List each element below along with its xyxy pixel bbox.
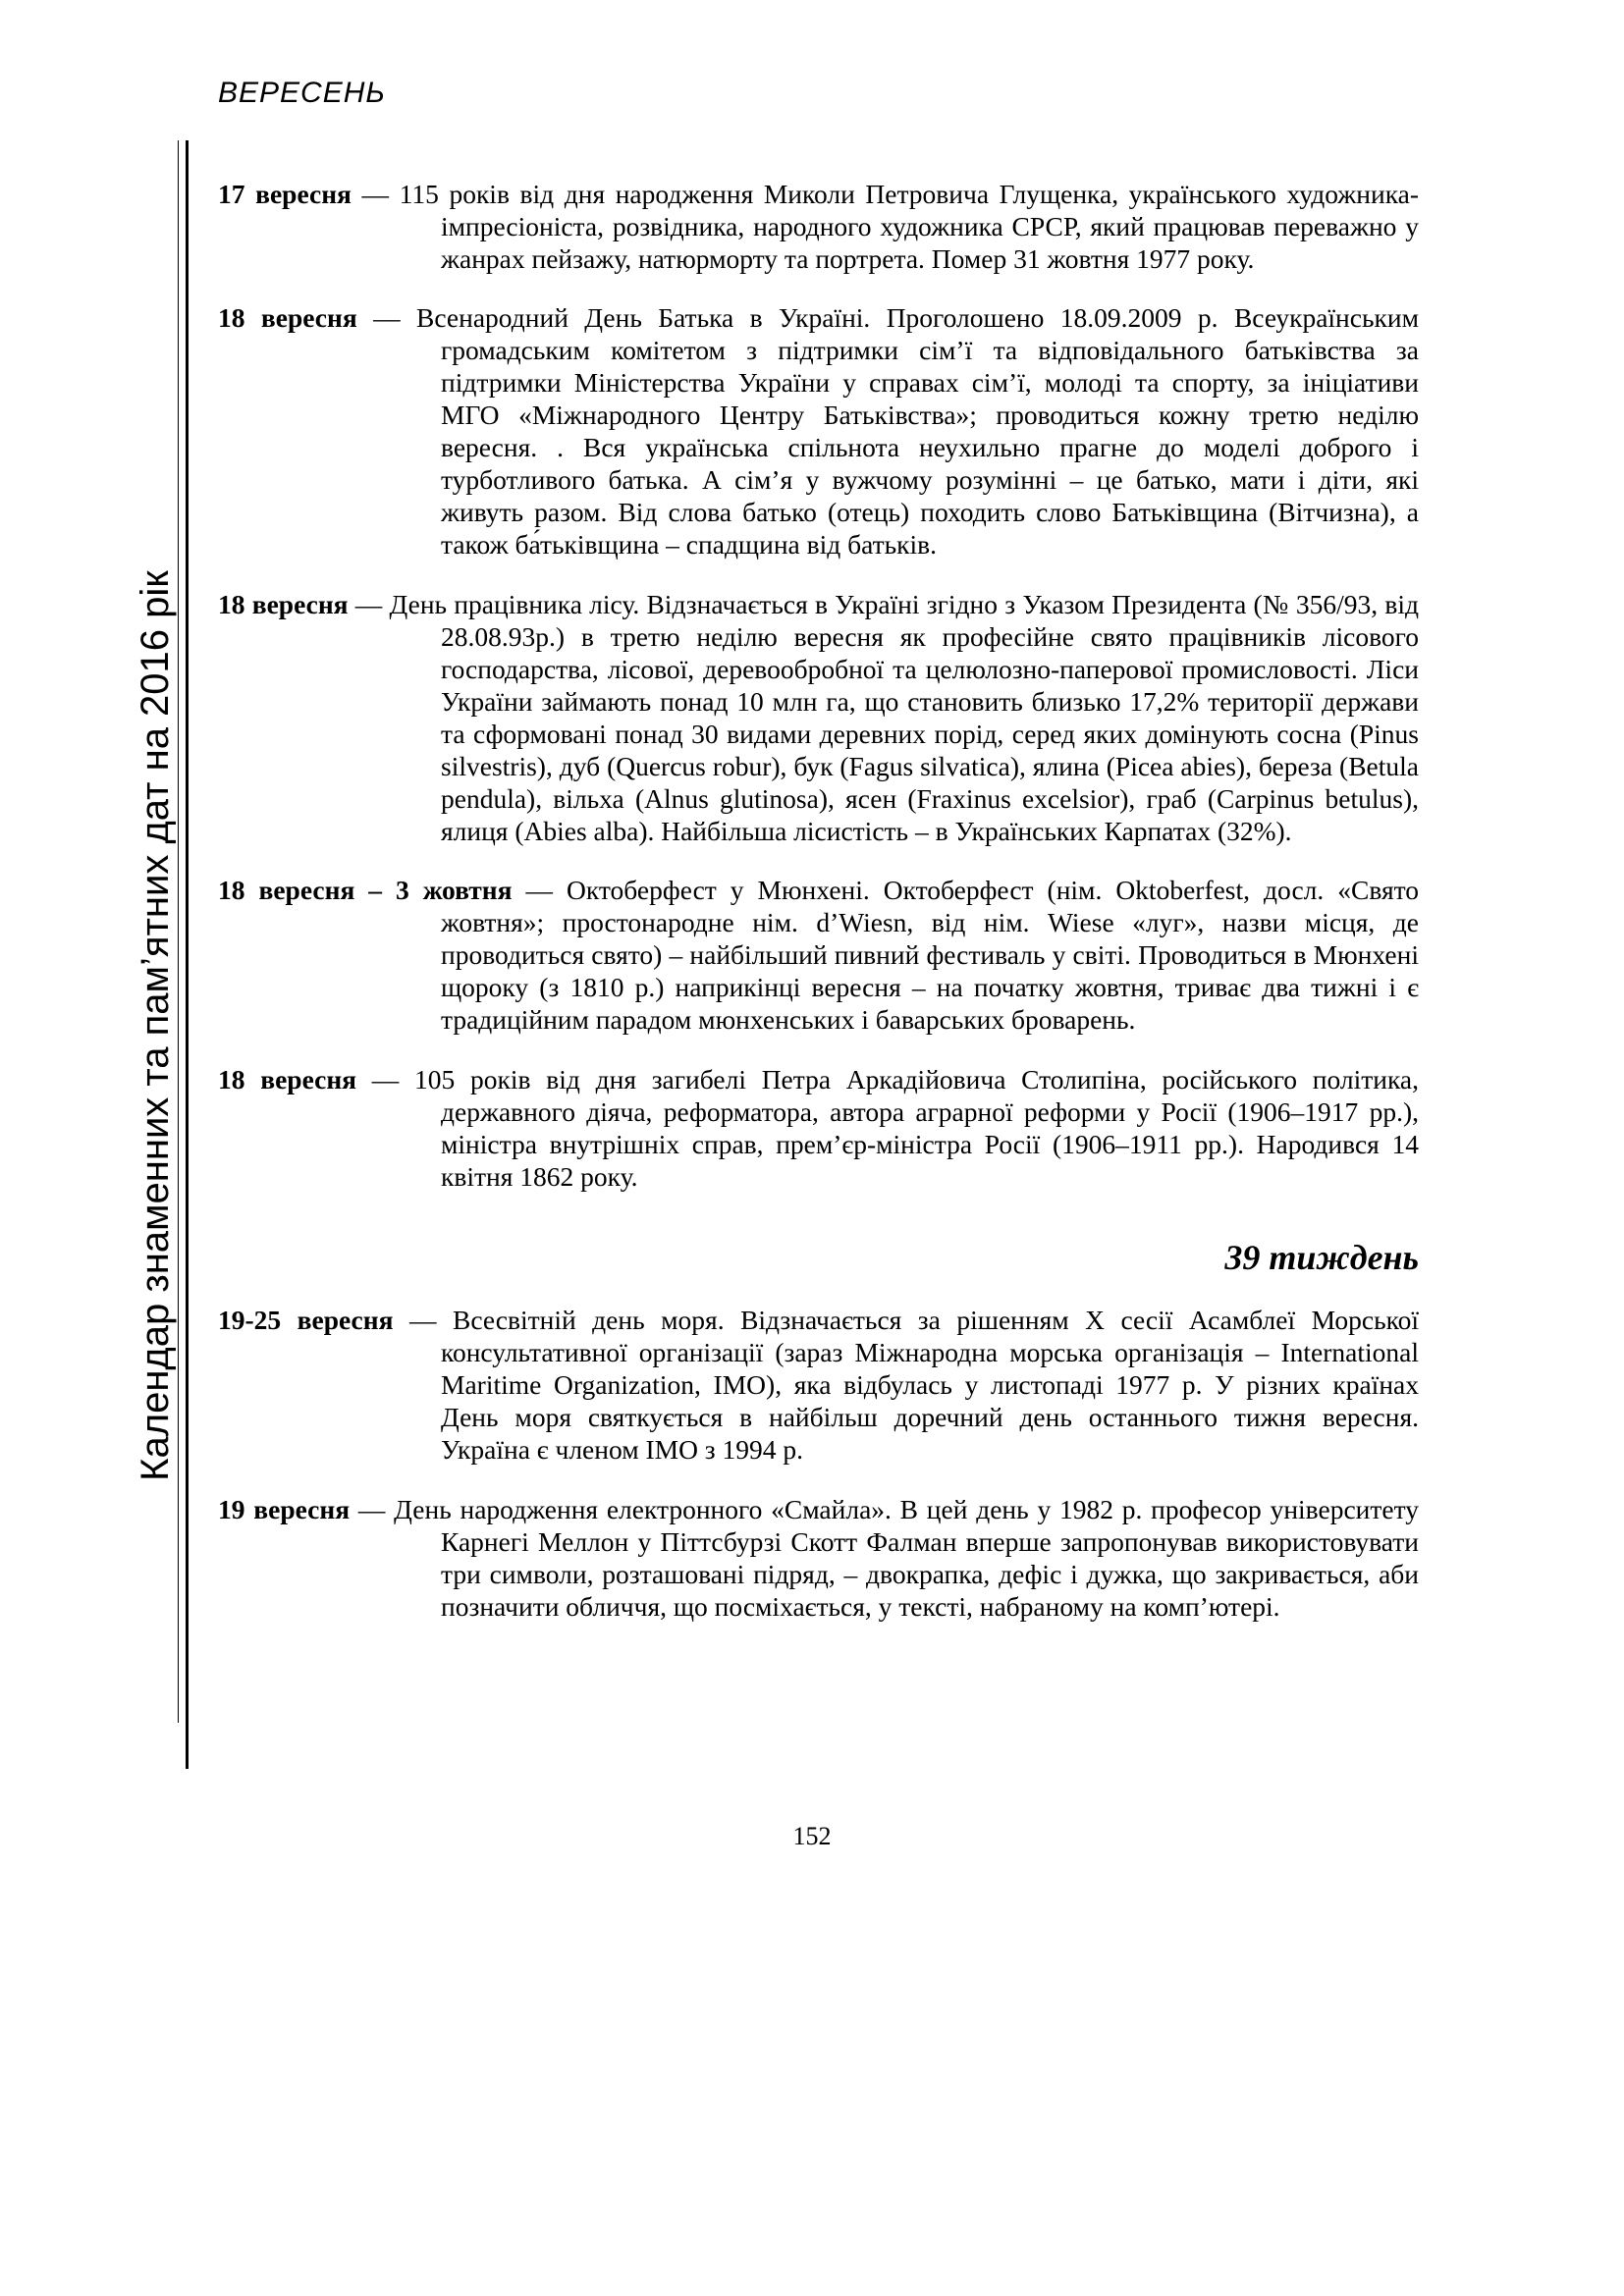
entry-text: 105 років від дня загибелі Петра Аркадійовича Столипіна, російського політика, державного діяча, реформатора, автора аграрної реформи у Росії (1906–1917 рр.), міністра внутрішніх справ, прем’єр-міністра Росії (1906–1911 рр.). Народився 14 квітня 1862 року. xyxy=(414,1063,1420,1192)
page-number: 152 xyxy=(792,1822,832,1850)
entry-text: Октоберфест у Мюнхені. Октоберфест (нім. Oktoberfest, досл. «Свято жовтня»; простонародне нім. d’Wiesn, від нім. Wiese «луг», назви місця, де проводиться свято) – найбільший пивний фестиваль у світі. Проводиться в Мюнхені щороку (з 1810 р.) наприкінці вересня – на початку жовтня, триває два тижні і є традиційним парадом мюнхенських і баварських броварень. xyxy=(441,875,1420,1035)
calendar-entry: 18 вересня – 3 жовтня — Октоберфест у Мюнхені. Октоберфест (нім. Oktoberfest, досл. «Свято жовтня»; простонародне нім. d’Wiesn, від нім. Wiese «луг», назви місця, де проводиться свято) – найбільший пивний фестиваль у світі. Проводиться в Мюнхені щороку (з 1810 р.) наприкінці вересня – на початку жовтня, триває два тижні і є традиційним парадом мюнхенських і баварських броварень. xyxy=(218,875,1420,1035)
side-title: Календар знаменних та пам’ятних дат на 2016 рік xyxy=(134,570,177,1481)
calendar-entry: 18 вересня — 105 років від дня загибелі Петра Аркадійовича Столипіна, російського політика, державного діяча, реформатора, автора аграрної реформи у Росії (1906–1917 рр.), міністра внутрішніх справ, прем’єр-міністра Росії (1906–1911 рр.). Народився 14 квітня 1862 року. xyxy=(218,1063,1420,1192)
entry-text: День працівника лісу. Відзначається в Україні згідно з Указом Президента (№ 356/93, від 28.08.93р.) в третю неділю вересня як професійне свято працівників лісового господарства, лісової, деревообробної та целюлозно-паперової промисловості. Ліси України займають понад 10 млн га, що становить близько 17,2% території держави та сформовані понад 30 видами деревних порід, серед яких домінують сосна (Pinus silvestris), дуб (Quercus robur), бук (Fagus silvatica), ялина (Picea abies), береза (Betula pendula), вільха (Alnus glutinosa), ясен (Fraxinus excelsior), граб (Carpinus betulus), ялиця (Abies alba). Найбільша лісистість – в Українських Карпатах (32%). xyxy=(389,588,1419,846)
week-heading: 39 тиждень xyxy=(1224,1237,1419,1277)
month-header: ВЕРЕСЕНЬ xyxy=(218,77,386,109)
entry-text: День народження електронного «Смайла». В цей день у 1982 р. професор університету Карнегі Меллон у Піттсбурзі Скотт Фалман вперше запропонував використовувати три символи, розташовані підряд, – двокрапка, дефіс і дужка, що закривається, аби позначити обличчя, що посміхається, у тексті, набраному на комп’ютері. xyxy=(394,1493,1420,1622)
entry-text: Всесвітній день моря. Відзначається за рішенням X сесії Асамблеї Морської консультативної організації (зараз Міжнародна морська організація – International Maritime Organization, IMO), яка відбулась у листопаді 1977 р. У різних країнах День моря святкується в найбільш доречний день останнього тижня вересня. Україна є членом IMO з 1994 р. xyxy=(441,1305,1419,1465)
calendar-content xyxy=(218,150,1419,1629)
entry-text: Всенародний День Батька в Україні. Проголошено 18.09.2009 р. Всеукраїнським громадським комітетом з підтримки сім’ї та відповідального батьківства за підтримки Міністерства України у справах сім’ї, молоді та спорту, за ініціативи МГО «Міжнародного Центру Батьківства»; проводиться кожну третю неділю вересня. . Вся українська спільнота неухильно прагне до моделі доброго і турботливого батька. А сім’я у вужчому розумінні – це батько, мати і діти, які живуть разом. Від слова батько (отець) походить слово Батьківщина (Вітчизна), а також ба́тьківщина – спадщина від батьків. xyxy=(416,302,1419,560)
calendar-entry: 19-25 вересня — Всесвітній день моря. Відзначається за рішенням X сесії Асамблеї Морської консультативної організації (зараз Міжнародна морська організація – International Maritime Organization, IMO), яка відбулась у листопаді 1977 р. У різних країнах День моря святкується в найбільш доречний день останнього тижня вересня. Україна є членом IMO з 1994 р. xyxy=(218,1305,1419,1465)
entry-text: 115 років від дня народження Миколи Петровича Глущенка, українського художника-імпресіоніста, розвідника, народного художника СРСР, який працював переважно у жанрах пейзажу, натюрморту та портрета. Помер 31 жовтня 1977 року. xyxy=(399,178,1420,274)
entry-date: 19-25 вересня xyxy=(218,1305,394,1335)
entry-date: 17 вересня xyxy=(218,178,352,209)
entry-date: 18 вересня – 3 жовтня xyxy=(218,875,513,905)
entry-date: 18 вересня xyxy=(218,1063,357,1095)
margin-rule-thick xyxy=(186,140,189,1769)
calendar-entry: 18 вересня — Всенародний День Батька в Україні. Проголошено 18.09.2009 р. Всеукраїнським громадським комітетом з підтримки сім’ї та відповідального батьківства за підтримки Міністерства України у справах сім’ї, молоді та спорту, за ініціативи МГО «Міжнародного Центру Батьківства»; проводиться кожну третю неділю вересня. . Вся українська спільнота неухильно прагне до моделі доброго і турботливого батька. А сім’я у вужчому розумінні – це батько, мати і діти, які живуть разом. Від слова батько (отець) походить слово Батьківщина (Вітчизна), а також ба́тьківщина – спадщина від батьків. xyxy=(218,302,1419,560)
entry-date: 18 вересня xyxy=(218,302,357,333)
margin-rule-thin xyxy=(178,140,179,1723)
entry-date: 18 вересня xyxy=(218,588,349,619)
calendar-entry: 18 вересня — День працівника лісу. Відзначається в Україні згідно з Указом Президента (№ 356/93, від 28.08.93р.) в третю неділю вересня як професійне свято працівників лісового господарства, лісової, деревообробної та целюлозно-паперової промисловості. Ліси України займають понад 10 млн га, що становить близько 17,2% території держави та сформовані понад 30 видами деревних порід, серед яких домінують сосна (Pinus silvestris), дуб (Quercus robur), бук (Fagus silvatica), ялина (Picea abies), береза (Betula pendula), вільха (Alnus glutinosa), ясен (Fraxinus excelsior), граб (Carpinus betulus), ялиця (Abies alba). Найбільша лісистість – в Українських Карпатах (32%). xyxy=(218,588,1419,846)
calendar-entry: 19 вересня — День народження електронного «Смайла». В цей день у 1982 р. професор університету Карнегі Меллон у Піттсбурзі Скотт Фалман вперше запропонував використовувати три символи, розташовані підряд, – двокрапка, дефіс і дужка, що закривається, аби позначити обличчя, що посміхається, у тексті, набраному на комп’ютері. xyxy=(218,1493,1420,1622)
entry-date: 19 вересня xyxy=(218,1493,351,1524)
calendar-entry: 17 вересня — 115 років від дня народження Миколи Петровича Глущенка, українського художника-імпресіоніста, розвідника, народного художника СРСР, який працював переважно у жанрах пейзажу, натюрморту та портрета. Помер 31 жовтня 1977 року. xyxy=(218,178,1420,274)
